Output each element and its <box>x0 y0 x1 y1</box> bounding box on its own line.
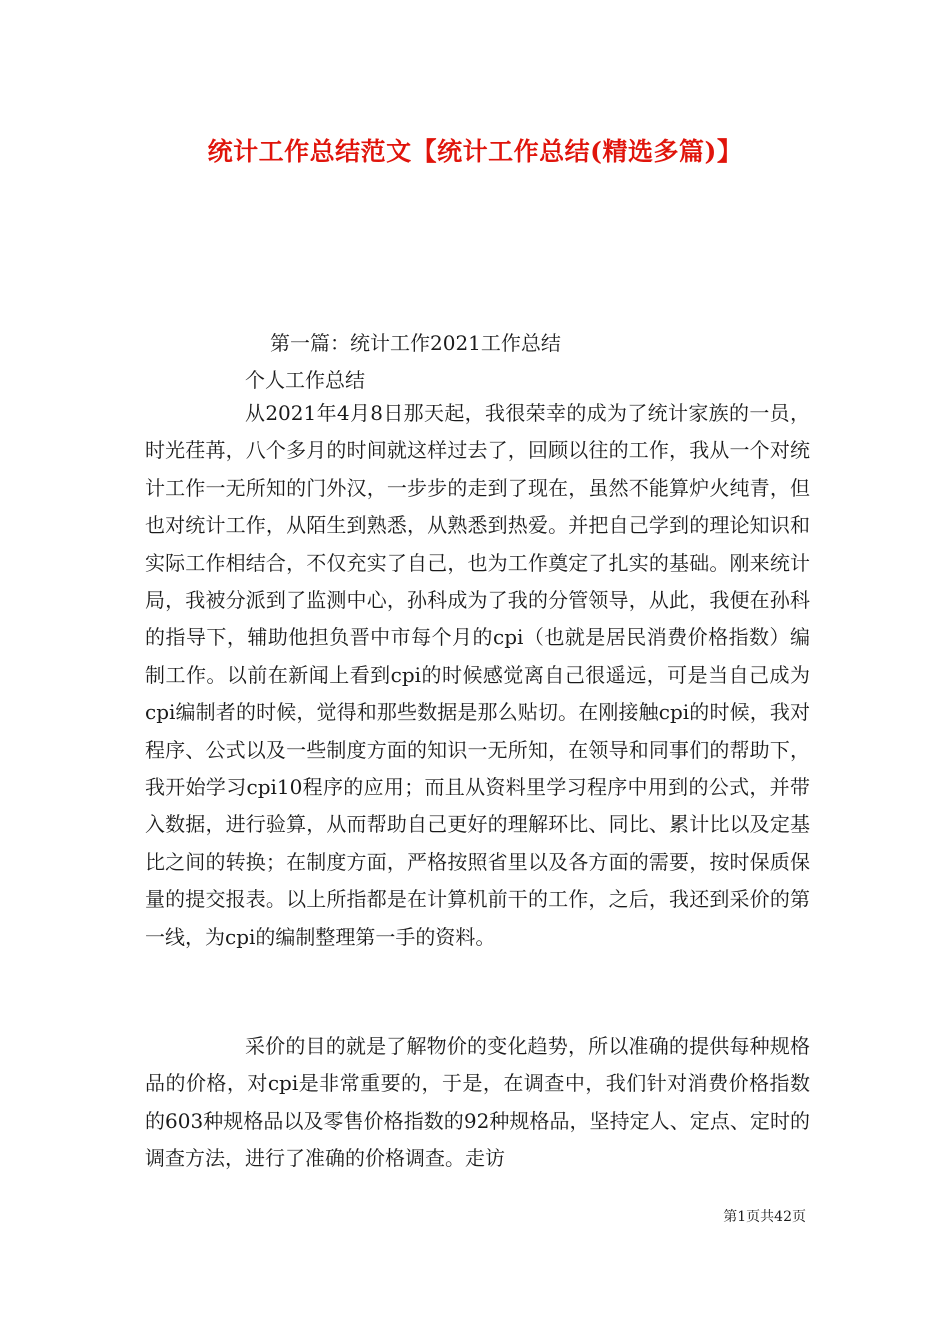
section-heading: 第一篇：统计工作2021工作总结 <box>270 331 561 355</box>
sub-heading: 个人工作总结 <box>245 368 365 392</box>
body-paragraph: 从2021年4月8日那天起，我很荣幸的成为了统计家族的一员，时光荏苒，八个多月的时间就这样过去了，回顾以往的工作，我从一个对统计工作一无所知的门外汉，一步步的走到了现在，虽然不能算炉火纯青，但也对统计工作，从陌生到熟悉，从熟悉到热爱。并把自己学到的理论知识和实际工作相结合，不仅充实了自己，也为工作奠定了扎实的基础。刚来统计局，我被分派到了监测中心，孙科成为了我的分管领导，从此，我便在孙科的指导下，辅助他担负晋中市每个月的cpi（也就是居民消费价格指数）编制工作。以前在新闻上看到cpi的时候感觉离自己很遥远，可是当自己成为cpi编制者的时候，觉得和那些数据是那么贴切。在刚接触cpi的时候，我对程序、公式以及一些制度方面的知识一无所知，在领导和同事们的帮助下，我开始学习cpi10程序的应用；而且从资料里学习程序中用到的公式，并带入数据，进行验算，从而帮助自己更好的理解环比、同比、累计比以及定基比之间的转换；在制度方面，严格按照省里以及各方面的需要，按时保质保量的提交报表。以上所指都是在计算机前干的工作，之后，我还到采价的第一线，为cpi的编制整理第一手的资料。 <box>145 401 810 949</box>
body-paragraph: 采价的目的就是了解物价的变化趋势，所以准确的提供每种规格品的价格，对cpi是非常重要的，于是，在调查中，我们针对消费价格指数的603种规格品以及零售价格指数的92种规格品，坚持定人、定点、定时的调查方法，进行了准确的价格调查。走访 <box>145 1034 810 1171</box>
page-number: 第1页共42页 <box>723 1209 806 1225</box>
document-title: 统计工作总结范文【统计工作总结(精选多篇)】 <box>207 137 743 166</box>
